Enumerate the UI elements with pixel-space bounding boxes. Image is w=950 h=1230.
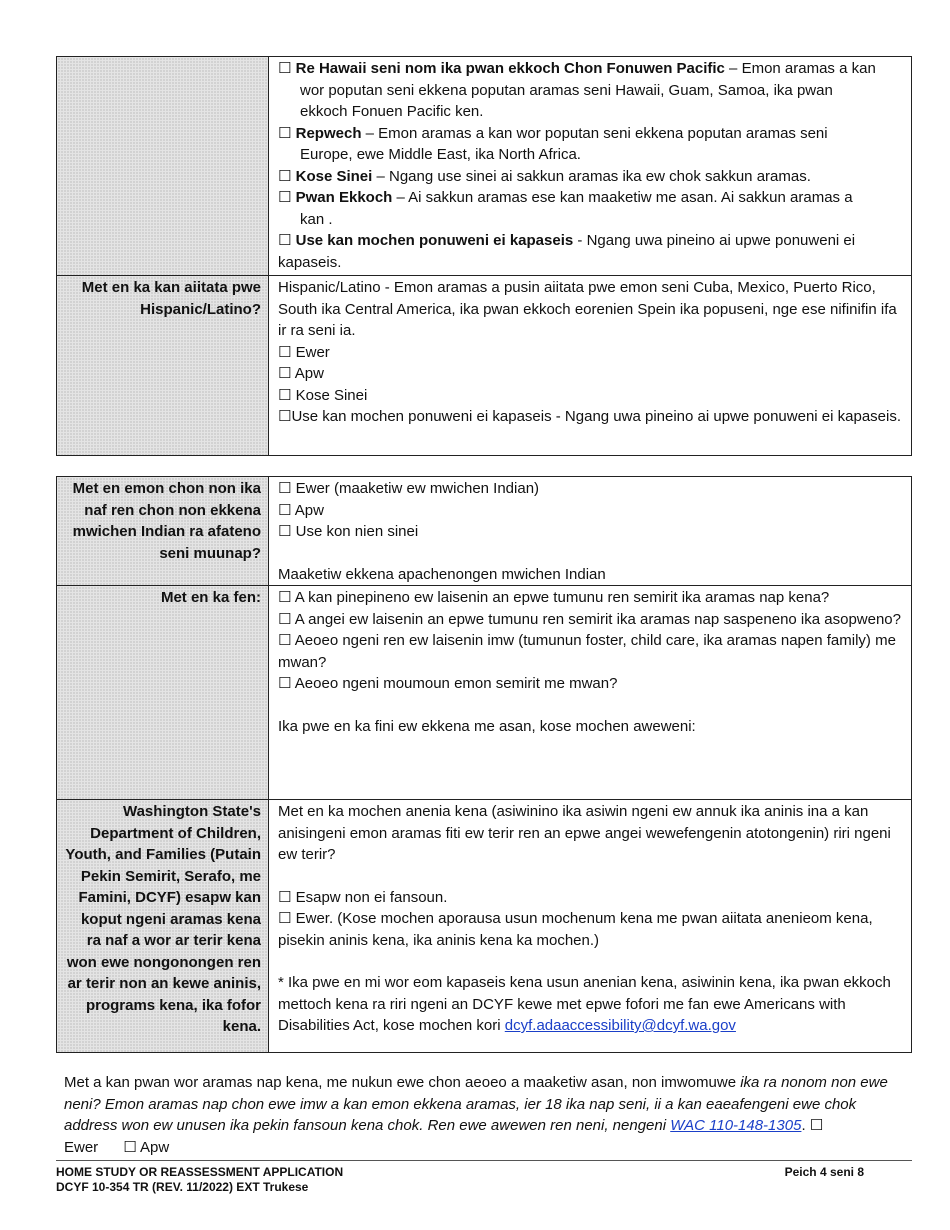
ada-email-link[interactable]: dcyf.adaaccessibility@dcyf.wa.gov (504, 1017, 736, 1034)
race-option-continuation: kan . (300, 210, 333, 228)
race-option-1[interactable]: ☐ Repwech – Emon aramas a kan wor poputan seni ekkena poputan aramas seni (278, 124, 828, 142)
note-yes-checkbox[interactable]: . ☐ (801, 1117, 824, 1134)
tribe-option-unknown[interactable]: ☐ Use kon nien sinei (278, 523, 419, 540)
hispanic-row (57, 276, 912, 456)
license-options-cell (269, 586, 912, 800)
hispanic-option-no[interactable]: ☐ Apw (278, 365, 324, 382)
hispanic-options-cell (269, 276, 912, 456)
race-option-continuation: ekkoch Fonuen Pacific ken. (300, 103, 484, 120)
license-row (57, 586, 912, 800)
license-option-adoption[interactable]: ☐ Aeoeo ngeni moumoun emon semirit me mwan? (278, 675, 618, 692)
hispanic-option-yes[interactable]: ☐ Ewer (278, 343, 330, 361)
spacer (278, 543, 903, 564)
spacer (278, 866, 903, 887)
footer-page-number: Peich 4 seni 8 (784, 1165, 864, 1179)
dcyf-row (57, 800, 912, 1053)
race-option-name: Pwan Ekkoch (295, 189, 393, 206)
license-label: Met en ka fen: (57, 586, 269, 800)
note-italic-text: ika ra nonom non ewe neni? Emon aramas nap chon ewe imw a kan emon ekkena aramas, ier 18 ika nap seni, ii a kan eaeafengeni ewe chok address won ew unusen ika pekin fansoun kena chok. Ren ewe awewen ren neni, nengeni (64, 1074, 888, 1134)
footer-title: HOME STUDY OR REASSESSMENT APPLICATION (56, 1165, 344, 1179)
race-option-name: Repwech (295, 124, 362, 142)
tribe-label: Met en emon chon non ika naf ren chon non ekkena mwichen Indian ra afateno seni muunap? (57, 477, 269, 586)
license-option-suspended[interactable]: ☐ A angei ew laisenin an epwe tumunu ren semirit ika aramas nap saspeneno ika asopweno? (278, 610, 901, 628)
tribe-option-no[interactable]: ☐ Apw (278, 501, 324, 519)
note-text: Met a kan pwan wor aramas nap kena, me nukun ewe chon aeoeo a maaketiw asan, non imwomuwe (64, 1074, 741, 1091)
race-ethnicity-table (56, 56, 912, 456)
dcyf-options-cell (269, 800, 912, 1053)
race-option-4[interactable]: ☐ Use kan mochen ponuweni ei kapaseis - Ngang uwa pineino ai upwe ponuweni ei (278, 232, 856, 249)
footer-form-info (56, 1165, 343, 1195)
race-option-2[interactable]: ☐ Kose Sinei – Ngang use sinei ai sakkun aramas ika ew chok sakkun aramas. (278, 167, 811, 185)
hispanic-description: Hispanic/Latino - Emon aramas a pusin aiitata pwe emon seni Cuba, Mexico, Puerto Rico, South ika Central America, ika pwan ekkoch eorenien Spein ika popuseni, nge ese nifinifin ifa ir ra seni ia. (278, 279, 897, 339)
hispanic-option-decline[interactable]: ☐Use kan mochen ponuweni ei kapaseis - Ngang uwa pineino ai upwe ponuweni ei kapaseis. (278, 408, 901, 425)
ada-note-text: * Ika pwe en mi wor eom kapaseis kena usun anenian kena, asiwinin kena, ika pwan ekkoch mettoch kena ra riri ngeni an DCYF kewe met epwe fofori me fan ewe Americans with Disabilities Act, kose mochen kori (278, 974, 891, 1034)
spacer (278, 695, 903, 716)
race-option-0[interactable]: ☐ Re Hawaii seni nom ika pwan ekkoch Chon Fonuwen Pacific – Emon aramas a kan (278, 60, 876, 77)
hispanic-option-unknown[interactable]: ☐ Kose Sinei (278, 386, 368, 404)
race-option-continuation: wor poputan seni ekkena poputan aramas seni Hawaii, Guam, Samoa, ika pwan (300, 81, 833, 99)
footer-form-number: DCYF 10-354 TR (REV. 11/2022) EXT Trukese (56, 1180, 309, 1194)
race-option-continuation: Europe, ewe Middle East, ika North Africa. (300, 146, 581, 163)
hispanic-label: Met en ka kan aiitata pwe Hispanic/Latino? (57, 276, 269, 456)
race-options-cell (269, 57, 912, 276)
spacer (278, 951, 903, 972)
dcyf-option-yes[interactable]: ☐ Ewer. (Kose mochen aporausa usun mochenum kena me pwan aiitata anenieom kena, pisekin aninis kena, ika aninis kena ka mochen.) (278, 910, 873, 949)
race-row (57, 57, 912, 276)
note-no-option[interactable]: ☐ Apw (123, 1138, 170, 1156)
household-members-note (64, 1072, 904, 1158)
tribe-list-note: Maaketiw ekkena apachenongen mwichen Indian (278, 565, 606, 583)
tribe-options-cell (269, 477, 912, 586)
license-followup: Ika pwe en ka fini ew ekkena me asan, kose mochen aweweni: (278, 717, 696, 735)
dcyf-label: Washington State's Department of Children, Youth, and Families (Putain Pekin Semirit, Serafo, me Famini, DCYF) esapw kan koput ngeni aramas kena ra naf a wor ar terir kena won ewe nongonongen ren ar terir non an kewe aninis, programs kena, ika fofor kena. (57, 800, 269, 1053)
race-option-3[interactable]: ☐ Pwan Ekkoch – Ai sakkun aramas ese kan maaketiw me asan. Ai sakkun aramas a (278, 189, 853, 206)
race-option-name: Kose Sinei (295, 167, 373, 185)
household-table (56, 476, 912, 1053)
dcyf-question: Met en ka mochen anenia kena (asiwinino ika asiwin ngeni ew annuk ika aninis ina a kan anisingeni emon aramas fiti ew terir ren an epwe angei wewefengenin atotongenin) riri ngeni ew terir? (278, 803, 891, 863)
tribe-option-yes[interactable]: ☐ Ewer (maaketiw ew mwichen Indian) (278, 480, 540, 497)
race-option-continuation: kapaseis. (278, 253, 342, 271)
race-option-name: Re Hawaii seni nom ika pwan ekkoch Chon Fonuwen Pacific (295, 60, 725, 77)
tribe-row (57, 477, 912, 586)
race-label-cell (57, 57, 269, 276)
license-option-applied[interactable]: ☐ Aeoeo ngeni ren ew laisenin imw (tumunun foster, child care, ika aramas napen family) me mwan? (278, 632, 896, 671)
dcyf-ada-note (278, 972, 903, 1037)
footer-divider (56, 1160, 912, 1161)
wac-link[interactable]: WAC 110-148-1305 (670, 1117, 802, 1134)
race-option-name: Use kan mochen ponuweni ei kapaseis (295, 232, 574, 249)
dcyf-option-not-now[interactable]: ☐ Esapw non ei fansoun. (278, 888, 448, 906)
license-option-denied[interactable]: ☐ A kan pinepineno ew laisenin an epwe tumunu ren semirit ika aramas nap kena? (278, 589, 830, 606)
note-yes-label: Ewer (64, 1138, 99, 1156)
